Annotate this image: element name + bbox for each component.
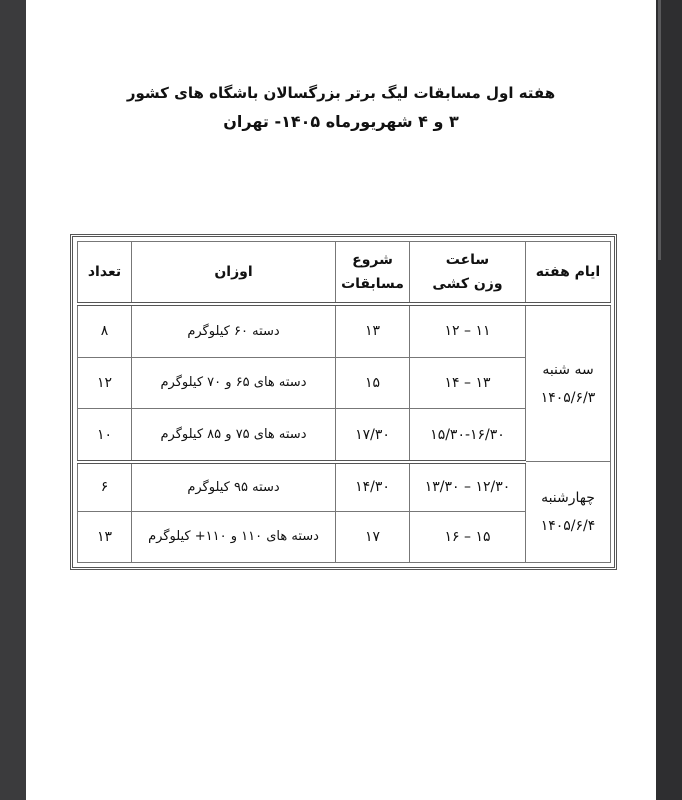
weights-cell: دسته های ۶۵ و ۷۰ کیلوگرم <box>132 357 336 408</box>
count-cell: ۱۳ <box>78 511 132 562</box>
start-cell: ۱۷ <box>336 511 410 562</box>
document-subtitle: ۳ و ۴ شهریورماه ۱۴۰۵- تهران <box>223 112 459 131</box>
header-count: تعداد <box>78 242 132 305</box>
header-weighin <box>410 242 526 305</box>
day-name: چهارشنبه <box>541 490 595 507</box>
header-start <box>336 242 410 305</box>
day-cell-tuesday <box>526 304 611 462</box>
document-page <box>26 0 656 800</box>
day-date: ۱۴۰۵/۶/۳ <box>540 389 596 406</box>
header-weights: اوزان <box>132 242 336 305</box>
header-weighin-line1: ساعت <box>445 252 490 268</box>
table-header-row <box>78 242 611 305</box>
header-weighin-line2: وزن کشی <box>432 276 503 292</box>
header-start-line1: شروع <box>352 252 393 268</box>
weights-cell: دسته ۶۰ کیلوگرم <box>132 304 336 357</box>
start-cell: ۱۴/۳۰ <box>336 462 410 511</box>
schedule-table <box>77 241 611 563</box>
document-title: هفته اول مسابقات لیگ برتر بزرگسالان باشگاه های کشور <box>126 84 556 102</box>
weighin-cell: ۱۵/۳۰-۱۶/۳۰ <box>410 409 526 462</box>
weights-cell: دسته ۹۵ کیلوگرم <box>132 462 336 511</box>
start-cell: ۱۵ <box>336 357 410 408</box>
table-row <box>78 304 611 357</box>
weighin-cell: ۱۱ – ۱۲ <box>410 304 526 357</box>
count-cell: ۱۲ <box>78 357 132 408</box>
header-start-line2: مسابقات <box>341 276 404 292</box>
count-cell: ۸ <box>78 304 132 357</box>
weights-cell: دسته های ۷۵ و ۸۵ کیلوگرم <box>132 409 336 462</box>
start-cell: ۱۳ <box>336 304 410 357</box>
day-name: سه شنبه <box>542 361 594 378</box>
weighin-cell: ۱۵ – ۱۶ <box>410 511 526 562</box>
header-day: ایام هفته <box>526 242 611 305</box>
weights-cell: دسته های ۱۱۰ و ۱۱۰+ کیلوگرم <box>132 511 336 562</box>
weighin-cell: ۱۲/۳۰ – ۱۳/۳۰ <box>410 462 526 511</box>
window-edge <box>656 0 682 800</box>
weighin-cell: ۱۳ – ۱۴ <box>410 357 526 408</box>
schedule-table-frame <box>70 234 617 570</box>
count-cell: ۶ <box>78 462 132 511</box>
day-date: ۱۴۰۵/۶/۴ <box>540 518 596 535</box>
table-row <box>78 462 611 511</box>
start-cell: ۱۷/۳۰ <box>336 409 410 462</box>
day-cell-wednesday <box>526 462 611 563</box>
count-cell: ۱۰ <box>78 409 132 462</box>
